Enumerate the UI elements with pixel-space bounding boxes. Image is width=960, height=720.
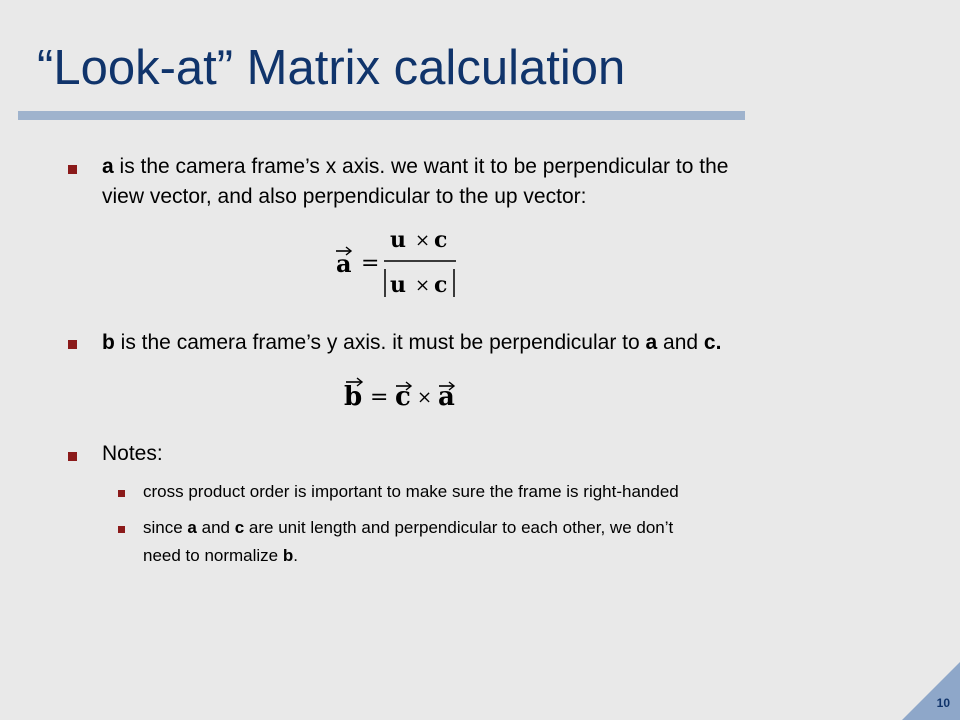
note2-mid: are unit length and perpendicular to each other, we don’t (244, 518, 674, 537)
svg-text:c: c (434, 227, 448, 253)
bold-c: c. (703, 331, 722, 354)
svg-text:×: × (415, 230, 431, 251)
bullet1-line1-text: is the camera frame’s x axis. we want it to be perpendicular to the (113, 155, 729, 178)
bullet-text-b (102, 328, 721, 358)
note-item-2-line1 (143, 515, 673, 541)
svg-text:=: = (361, 251, 380, 276)
svg-text:=: = (370, 385, 389, 410)
note2-line2-pre: need to normalize (143, 546, 283, 565)
svg-text:a: a (438, 382, 455, 412)
svg-text:u: u (390, 272, 406, 298)
svg-text:a: a (336, 249, 352, 278)
note2-and: and (196, 518, 235, 537)
note-item-1: cross product order is important to make sure the frame is right-handed (143, 482, 679, 501)
equation-b (340, 372, 470, 417)
bold-a: a (187, 518, 197, 537)
bold-c: c (234, 518, 245, 537)
bold-b: b (102, 331, 115, 354)
note2-pre: since (143, 518, 188, 537)
bullet2-text: is the camera frame’s y axis. it must be perpendicular to (114, 331, 646, 354)
note-item-2-line2 (143, 543, 298, 569)
bold-b: b (282, 546, 294, 565)
sub-bullet-marker (118, 490, 125, 497)
bold-a: a (102, 155, 114, 178)
note2-line2-post: . (293, 546, 298, 565)
svg-text:b: b (344, 382, 363, 412)
notes-label: Notes: (102, 442, 163, 465)
svg-text:c: c (434, 272, 448, 298)
bullet-marker (68, 165, 77, 174)
title-underline (18, 111, 745, 120)
slide-title: “Look-at” Matrix calculation (37, 41, 626, 95)
page-number: 10 (936, 696, 950, 710)
corner-decoration (902, 662, 960, 720)
svg-text:×: × (415, 275, 431, 296)
bullet-text-a-line1 (102, 152, 728, 182)
svg-text:c: c (395, 382, 411, 412)
svg-text:×: × (417, 387, 433, 408)
bullet-text-a-line2: view vector, and also perpendicular to the up vector: (102, 185, 587, 208)
bullet-marker (68, 340, 77, 349)
bold-a: a (645, 331, 658, 354)
and-text: and (657, 331, 704, 354)
sub-bullet-marker (118, 526, 125, 533)
equation-a (330, 225, 470, 305)
bullet-marker (68, 452, 77, 461)
svg-text:u: u (390, 227, 406, 253)
